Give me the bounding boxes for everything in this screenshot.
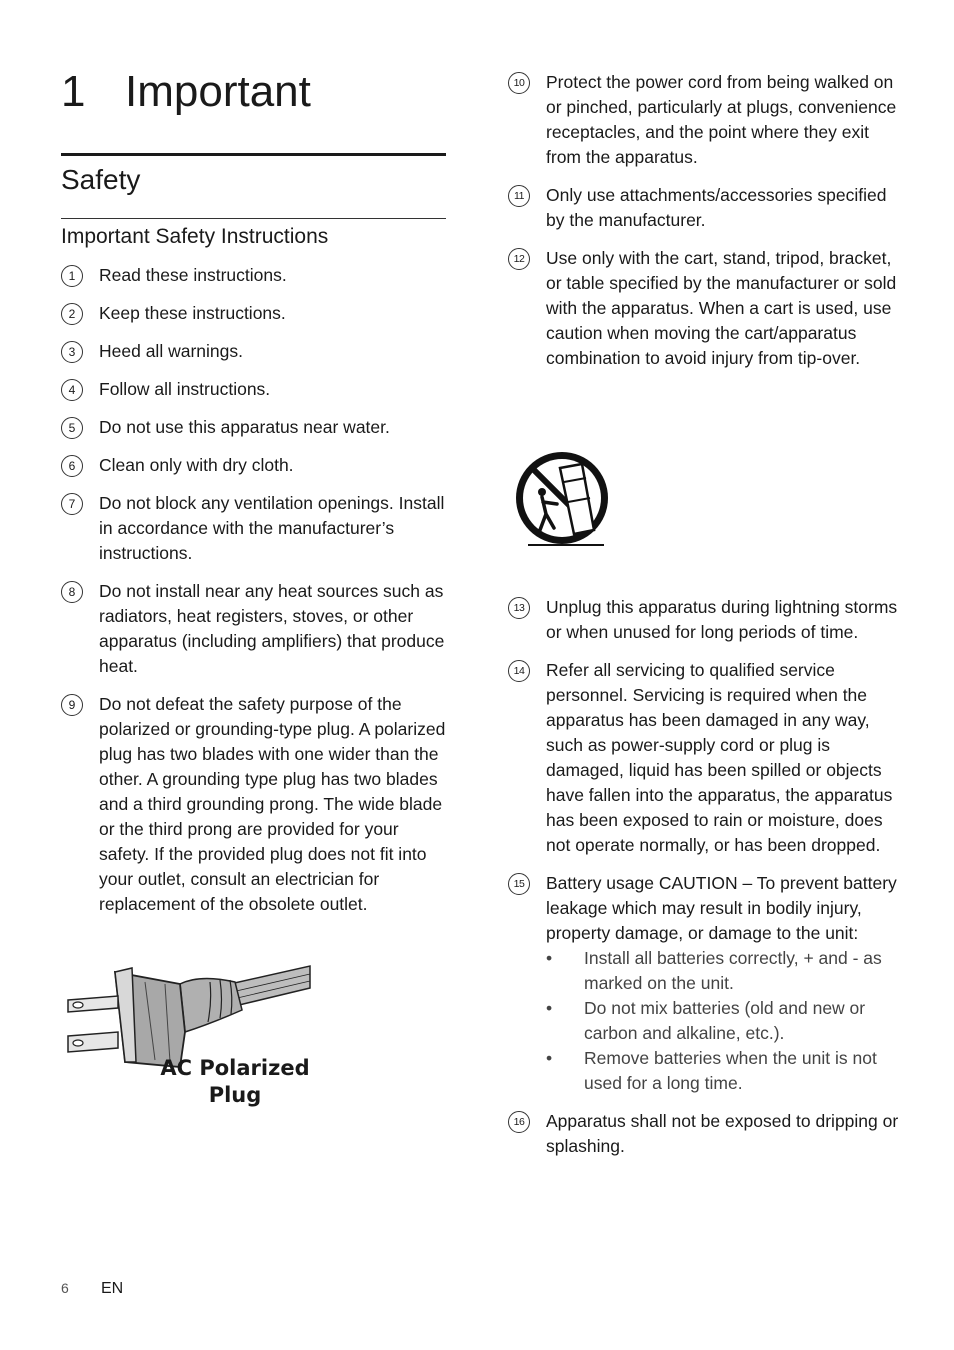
item-number-circle: 13 <box>508 597 530 619</box>
item-number-circle: 11 <box>508 185 530 207</box>
item-number-circle: 12 <box>508 248 530 270</box>
item-text: Use only with the cart, stand, tripod, bracket, or table specified by the manufacturer or sold with the apparatus. When a cart is used, use caution when moving the cart/apparatus combination to avoid injury from tip-over. <box>546 248 897 368</box>
page-footer <box>61 1280 124 1298</box>
list-item <box>508 1109 900 1159</box>
list-item <box>508 658 900 858</box>
item-text: Only use attachments/accessories specified by the manufacturer. <box>546 185 887 230</box>
item-text: Protect the power cord from being walked on or pinched, particularly at plugs, convenience receptacles, and the point where they exit from the apparatus. <box>546 72 897 167</box>
list-item <box>61 339 446 364</box>
item-number-circle: 3 <box>61 341 83 363</box>
list-item <box>508 595 900 645</box>
item-number-circle: 4 <box>61 379 83 401</box>
safety-list-left <box>61 263 446 930</box>
bullet-text: Do not mix batteries (old and new or carbon and alkaline, etc.). <box>584 998 866 1043</box>
list-item <box>61 415 446 440</box>
chapter-heading <box>61 64 311 120</box>
list-item <box>61 579 446 679</box>
item-number-circle: 2 <box>61 303 83 325</box>
chapter-number: 1 <box>61 67 86 116</box>
item-text: Do not block any ventilation openings. Install in accordance with the manufacturer’s instructions. <box>99 493 445 563</box>
bullet-dot-icon: • <box>546 948 553 968</box>
battery-bullet <box>546 1046 900 1096</box>
list-item <box>61 377 446 402</box>
item-text: Heed all warnings. <box>99 341 243 361</box>
item-text: Follow all instructions. <box>99 379 271 399</box>
battery-bullet <box>546 996 900 1046</box>
item-number-circle: 7 <box>61 493 83 515</box>
item-number-circle: 8 <box>61 581 83 603</box>
item-number-circle: 14 <box>508 660 530 682</box>
item-text: Refer all servicing to qualified service personnel. Servicing is required when the apparatus has been damaged in any way, such as power-supply cord or plug is damaged, liquid has been spilled or objects have fallen into the apparatus, the apparatus has been exposed to rain or moisture, does not operate normally, or has been dropped. <box>546 660 893 855</box>
section-rule <box>61 153 446 156</box>
item-text: Keep these instructions. <box>99 303 286 323</box>
bullet-dot-icon: • <box>546 998 553 1018</box>
bullet-text: Remove batteries when the unit is not used for a long time. <box>584 1048 877 1093</box>
item-number-circle: 6 <box>61 455 83 477</box>
battery-bullet <box>546 946 900 996</box>
list-item <box>508 246 900 371</box>
list-item <box>61 263 446 288</box>
item-text: Clean only with dry cloth. <box>99 455 294 475</box>
item-number-circle: 1 <box>61 265 83 287</box>
list-item <box>508 871 900 1096</box>
item-number-circle: 5 <box>61 417 83 439</box>
safety-list-right-bottom <box>508 595 900 1172</box>
item-text: Battery usage CAUTION – To prevent battery leakage which may result in bodily injury, property damage, or damage to the unit: <box>546 873 897 943</box>
chapter-title: Important <box>125 67 311 116</box>
page-number: 6 <box>61 1280 69 1296</box>
subsection-title: Important Safety Instructions <box>61 225 329 248</box>
safety-list-right-top <box>508 70 900 384</box>
list-item <box>61 301 446 326</box>
list-item <box>61 491 446 566</box>
list-item <box>508 183 900 233</box>
plug-caption: AC Polarized Plug <box>160 1056 310 1107</box>
item-number-circle: 9 <box>61 694 83 716</box>
item-number-circle: 10 <box>508 72 530 94</box>
battery-bullet-list <box>508 946 900 1096</box>
item-text: Apparatus shall not be exposed to dripping or splashing. <box>546 1111 899 1156</box>
cart-tip-over-warning-icon <box>512 450 612 550</box>
item-number-circle: 16 <box>508 1111 530 1133</box>
list-item <box>61 692 446 917</box>
bullet-dot-icon: • <box>546 1048 553 1068</box>
list-item <box>508 70 900 170</box>
item-text: Do not use this apparatus near water. <box>99 417 390 437</box>
item-text: Unplug this apparatus during lightning storms or when unused for long periods of time. <box>546 597 898 642</box>
item-number-circle: 15 <box>508 873 530 895</box>
item-text: Do not install near any heat sources such as radiators, heat registers, stoves, or other apparatus (including amplifiers) that produce heat. <box>99 581 445 676</box>
item-text: Read these instructions. <box>99 265 287 285</box>
item-text: Do not defeat the safety purpose of the polarized or grounding-type plug. A polarized plug has two blades with one wider than the other. A grounding type plug has two blades and a third grounding prong. The wide blade or the third prong are provided for your safety. If the provided plug does not fit into your outlet, consult an electrician for replacement of the obsolete outlet. <box>99 694 446 914</box>
bullet-text: Install all batteries correctly, + and - as marked on the unit. <box>584 948 882 993</box>
list-item <box>61 453 446 478</box>
subsection-rule <box>61 218 446 219</box>
language-code: EN <box>101 1280 124 1297</box>
section-title: Safety <box>61 164 141 195</box>
